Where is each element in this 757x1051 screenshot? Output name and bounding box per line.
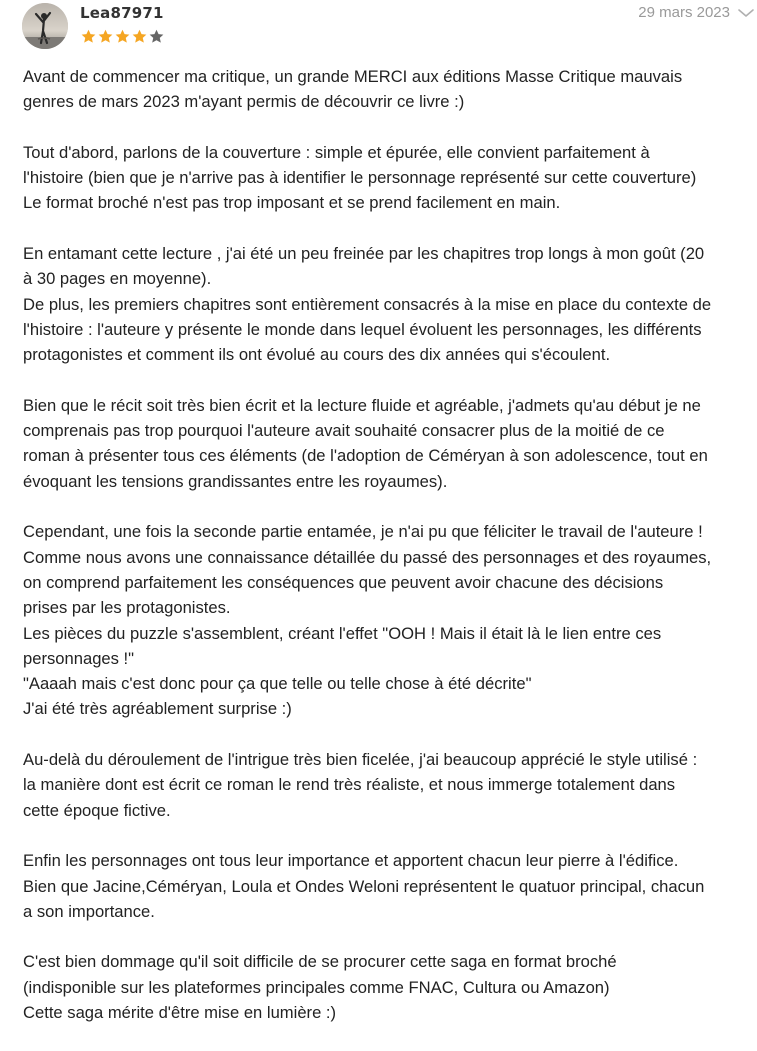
review-line: C'est bien dommage qu'il soit difficile de se procurer cette saga en format broché xyxy=(23,952,617,972)
review-line: prises par les protagonistes. xyxy=(23,598,231,618)
review-line: Enfin les personnages ont tous leur importance et apportent chacun leur pierre à l'édifice. xyxy=(23,851,679,871)
username[interactable]: Lea87971 xyxy=(80,4,164,22)
review-line: Bien que le récit soit très bien écrit et la lecture fluide et agréable, j'admets qu'au début je ne xyxy=(23,395,701,415)
review-paragraph xyxy=(23,949,757,1025)
star-filled-icon xyxy=(131,28,148,45)
review-line: En entamant cette lecture , j'ai été un peu freinée par les chapitres trop longs à mon goût (20 xyxy=(23,244,705,264)
review-date: 29 mars 2023 xyxy=(638,4,730,21)
review-line: Au-delà du déroulement de l'intrigue très bien ficelée, j'ai beaucoup apprécié le style utilisé : xyxy=(23,750,698,770)
star-filled-icon xyxy=(114,28,131,45)
review-line: évoquant les tensions grandissantes entre les royaumes). xyxy=(23,471,448,491)
review-line: protagonistes et comment ils ont évolué au cours des dix années qui s'écoulent. xyxy=(23,345,611,365)
review-line: l'histoire : l'auteure y présente le monde dans lequel évoluent les personnages, les différents xyxy=(23,319,702,339)
review-line: la manière dont est écrit ce roman le rend très réaliste, et nous immerge totalement dans xyxy=(23,775,676,795)
review-paragraph xyxy=(23,747,757,823)
chevron-down-icon[interactable] xyxy=(735,4,757,22)
review-paragraph xyxy=(23,241,757,367)
review-line: "Aaaah mais c'est donc pour ça que telle ou telle chose à été décrite" xyxy=(23,674,532,694)
review-line: roman à présenter tous ces éléments (de l'adoption de Céméryan à son adolescence, tout en xyxy=(23,446,708,466)
review-line: a son importance. xyxy=(23,901,155,921)
review-line: genres de mars 2023 m'ayant permis de découvrir ce livre :) xyxy=(23,92,465,112)
user-avatar[interactable] xyxy=(22,3,68,49)
review-line: Comme nous avons une connaissance détaillée du passé des personnages et des royaumes, xyxy=(23,547,712,567)
star-filled-icon xyxy=(97,28,114,45)
review-line: comprenais pas trop pourquoi l'auteure avait souhaité consacrer plus de la moitié de ce xyxy=(23,421,665,441)
review-line: Le format broché n'est pas trop imposant et se prend facilement en main. xyxy=(23,193,561,213)
review-line: Cette saga mérite d'être mise en lumière :) xyxy=(23,1002,337,1022)
review-line: J'ai été très agréablement surprise :) xyxy=(23,699,292,719)
review-paragraph xyxy=(23,848,757,924)
review-line: l'histoire (bien que je n'arrive pas à identifier le personnage représenté sur cette couverture) xyxy=(23,168,697,188)
review-line: personnages !" xyxy=(23,648,135,668)
review-line: cette époque fictive. xyxy=(23,800,171,820)
review-line: on comprend parfaitement les conséquences que peuvent avoir chacune des décisions xyxy=(23,572,664,592)
review-line: Tout d'abord, parlons de la couverture : simple et épurée, elle convient parfaitement à xyxy=(23,142,650,162)
review-line: Bien que Jacine,Céméryan, Loula et Ondes Weloni représentent le quatuor principal, chacun xyxy=(23,876,705,896)
review-header xyxy=(0,0,757,60)
avatar-image xyxy=(22,3,68,49)
review-line: (indisponible sur les plateformes principales comme FNAC, Cultura ou Amazon) xyxy=(23,977,610,997)
review-paragraph xyxy=(23,64,757,115)
review-paragraph xyxy=(23,519,757,721)
review-text xyxy=(23,64,757,1051)
rating-stars xyxy=(80,26,165,46)
star-empty-icon xyxy=(148,28,165,45)
review-line: Avant de commencer ma critique, un grande MERCI aux éditions Masse Critique mauvais xyxy=(23,67,683,86)
review-paragraph xyxy=(23,140,757,216)
star-filled-icon xyxy=(80,28,97,45)
review-line: à 30 pages en moyenne). xyxy=(23,269,212,289)
review-line: Cependant, une fois la seconde partie entamée, je n'ai pu que féliciter le travail de l'auteure ! xyxy=(23,522,703,542)
review-paragraph xyxy=(23,393,757,494)
review-line: Les pièces du puzzle s'assemblent, créant l'effet "OOH ! Mais il était là le lien entre ces xyxy=(23,623,662,643)
review-line: De plus, les premiers chapitres sont entièrement consacrés à la mise en place du contexte de xyxy=(23,294,712,314)
